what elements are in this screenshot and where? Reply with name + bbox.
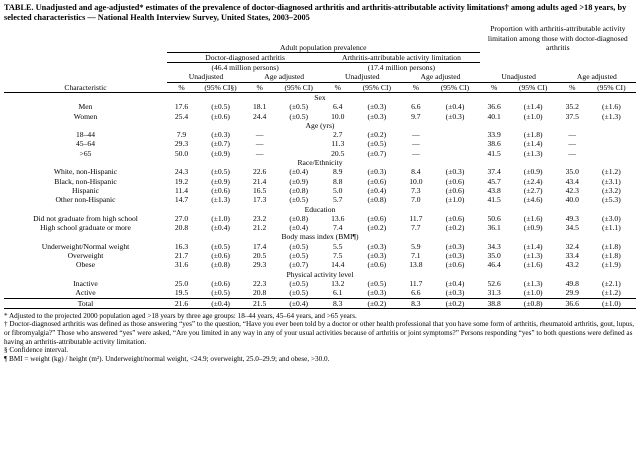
row-label: Overweight [67,251,104,261]
cell-0: 20.8 [174,223,189,233]
header-ci-5: (95% CI) [509,82,558,92]
row-label: Inactive [73,278,98,288]
cell-5: (±0.2) [367,130,387,140]
cell-9: (±1.8) [523,130,543,140]
cell-10: 42.3 [565,185,579,195]
header-sub-aal-n: (17.4 million persons) [367,63,436,73]
cell-9: (±4.6) [523,195,543,205]
cell-9: (±1.6) [523,260,543,270]
cell-10: — [568,139,577,149]
total-cell-4: 8.3 [323,298,352,308]
cell-9: (±1.3) [523,251,543,261]
cell-10: 34.5 [565,223,579,233]
table-row [4,242,636,251]
cell-5: (±0.6) [367,176,387,186]
cell-1: (±0.9) [211,176,230,186]
cell-4: 2.7 [332,130,343,140]
cell-5: (±0.3) [367,241,387,251]
cell-6: 11.7 [409,278,423,288]
header-unadjusted-dd: Unadjusted [167,72,245,82]
cell-4: 6.1 [332,288,343,298]
cell-2: 21.4 [252,176,267,186]
section-title: Physical activity level [286,269,354,279]
row-label: Other non-Hispanic [55,195,116,205]
cell-11: (±1.6) [602,102,621,112]
cell-1: (±0.5) [211,241,230,251]
header-blank-4 [4,72,167,82]
header-pct-1: % [167,82,196,92]
table-row [4,139,636,148]
total-cell-9: (±0.8) [509,298,558,308]
cell-0: 25.4 [174,111,189,121]
cell-1: (±0.3) [211,130,230,140]
row-label: Women [73,111,98,121]
header-ageadjusted-prop: Age adjusted [558,72,636,82]
cell-4: 7.4 [332,223,343,233]
header-ci-2: (95% CI) [274,82,323,92]
cell-11 [587,130,636,139]
cell-11: (±5.3) [602,195,621,205]
header-row-subgroups [4,52,636,62]
row-label: Black, non-Hispanic [54,176,117,186]
table-row [4,251,636,260]
cell-7: (±0.3) [445,288,465,298]
cell-0: 17.6 [174,102,189,112]
cell-3: (±0.5) [289,288,309,298]
footnotes [4,312,636,364]
header-row-units [4,82,636,92]
total-row [4,298,636,308]
cell-9: (±2.7) [523,185,543,195]
cell-9: (±0.9) [523,223,543,233]
cell-6: 7.1 [411,251,421,261]
cell-11: (±3.2) [602,185,621,195]
table-row [4,214,636,223]
total-cell-0: 21.6 [167,298,196,308]
total-cell-7: (±0.2) [430,298,479,308]
cell-4: 6.4 [332,102,343,112]
cell-8: 33.9 [487,130,501,140]
cell-7: (±0.6) [445,185,465,195]
total-cell-5: (±0.2) [352,298,401,308]
cell-11: (±1.2) [602,167,621,177]
cell-2: — [255,148,264,158]
cell-1: (±0.9) [211,148,230,158]
cell-3: (±0.4) [289,223,309,233]
cell-4: 13.6 [331,213,345,223]
cell-11 [587,149,636,158]
cell-6: 8.4 [411,167,421,177]
cell-7: (±0.2) [445,223,465,233]
cell-0: 24.3 [174,167,189,177]
cell-8: 52.6 [487,278,501,288]
cell-0: 31.6 [174,260,189,270]
header-row-groups [4,24,636,52]
cell-1: (±0.6) [211,251,230,261]
page-title: TABLE. Unadjusted and age-adjusted* estimates of the prevalence of doctor-diagnosed arthritis and arthritis-attributable activity limitations† among adults aged >18 years, by selected characteristics — National Health Interview Survey, United States, 2003–2005 [4,3,627,23]
cell-8: 43.8 [487,185,501,195]
cell-11: (±3.0) [602,213,621,223]
cell-11: (±1.2) [602,288,621,298]
cell-3: (±0.5) [289,251,309,261]
cell-7: (±1.0) [445,195,465,205]
cell-2: 18.1 [252,102,267,112]
cell-9: (±1.4) [523,102,543,112]
cell-1: (±1.0) [211,213,230,223]
cell-10: 37.5 [565,111,579,121]
cell-11: (±2.1) [602,278,621,288]
total-cell-6: 8.3 [401,298,430,308]
total-cell-11: (±1.0) [587,298,636,308]
bottom-rule-row [4,308,636,310]
cell-0: 14.7 [174,195,189,205]
cell-9: (±0.9) [523,167,543,177]
header-group-proportion-cont2 [480,63,636,73]
cell-6: 6.6 [411,288,421,298]
section-header-row [4,232,636,241]
table-row [4,167,636,176]
cell-3: (±0.5) [289,241,309,251]
header-pct-3: % [323,82,352,92]
cell-5: (±0.7) [367,148,387,158]
table-row [4,102,636,111]
cell-3: (±0.5) [289,102,309,112]
cell-8: 37.4 [487,167,501,177]
table-row [4,112,636,121]
cell-10: 35.0 [565,167,579,177]
section-title: Race/Ethnicity [297,158,343,168]
cell-4: 5.7 [332,195,343,205]
cell-7 [430,130,479,139]
cell-2: 17.4 [252,241,267,251]
cell-2: 16.5 [252,185,267,195]
cell-2: — [255,139,264,149]
cell-8: 41.5 [487,195,501,205]
cell-8: 40.1 [487,111,501,121]
cell-5: (±0.5) [367,278,387,288]
cell-5: (±0.6) [367,260,387,270]
cell-3: (±0.5) [289,111,309,121]
cell-6: 5.9 [411,241,421,251]
cell-2: 21.2 [252,223,267,233]
table-row [4,288,636,298]
cell-8: 38.6 [487,139,501,149]
cell-11 [587,139,636,148]
row-label: Obese [76,260,95,270]
footnote-2: § Confidence interval. [4,346,69,355]
cell-2: 23.2 [252,213,267,223]
cell-0: 19.2 [174,176,189,186]
header-characteristic: Characteristic [4,82,167,92]
cell-0: 25.0 [174,278,189,288]
cell-8: 36.6 [487,102,501,112]
header-ci-6: (95% CI) [587,82,636,92]
cell-6: 13.8 [409,260,423,270]
cell-4: 7.5 [332,251,343,261]
cell-5: (±0.3) [367,288,387,298]
header-unadjusted-prop: Unadjusted [480,72,558,82]
cell-4: 5.0 [332,185,343,195]
footnote-0: * Adjusted to the projected 2000 population aged >18 years by three age groups: 18–44 years, 45–64 years, and >65 years. [4,311,357,320]
header-blank-3 [4,63,167,73]
cell-6: 6.6 [411,102,421,112]
cell-0: 7.9 [176,130,187,140]
cell-2: 22.6 [252,167,267,177]
cell-4: 20.5 [331,148,345,158]
cell-4: 10.0 [331,111,345,121]
cell-4: 8.8 [332,176,343,186]
cell-11: (±1.8) [602,251,621,261]
cell-11: (±1.9) [602,260,621,270]
table-row [4,279,636,288]
row-label: Hispanic [71,185,99,195]
cell-5: (±0.4) [367,185,387,195]
cell-7: (±0.3) [445,111,465,121]
cell-1: (±0.6) [211,278,230,288]
table-row [4,223,636,232]
cell-1: (±0.8) [211,260,230,270]
header-group-adult: Adult population prevalence [167,24,480,52]
header-unadjusted-aal: Unadjusted [323,72,401,82]
cell-9: (±1.3) [523,148,543,158]
section-title: Body mass index (BMI¶) [281,232,359,242]
cell-9: (±1.0) [523,288,543,298]
cell-8: 50.6 [487,213,501,223]
cell-10: 32.4 [565,241,579,251]
cell-1: (±0.4) [211,223,230,233]
cell-7: (±0.3) [445,167,465,177]
cell-11: (±1.3) [602,111,621,121]
cell-2: 20.8 [252,288,267,298]
cell-6: — [412,148,420,158]
header-blank-2 [4,52,167,62]
cell-5: (±0.3) [367,111,387,121]
cell-5: (±0.3) [367,102,387,112]
cell-1: (±0.5) [211,167,230,177]
cell-10: — [568,148,577,158]
row-label: Men [78,102,93,112]
cell-11: (±1.1) [602,223,621,233]
cell-10: — [568,130,577,140]
cell-7: (±0.4) [445,278,465,288]
cell-9: (±1.4) [523,139,543,149]
cell-6: 9.7 [411,111,421,121]
cell-2: 17.3 [252,195,267,205]
cell-0: 50.0 [174,148,189,158]
cell-7: (±0.4) [445,102,465,112]
cell-8: 45.7 [487,176,501,186]
header-sub-aal: Arthritis-attributable activity limitation [323,52,479,62]
cell-5: (±0.3) [367,167,387,177]
cell-7 [430,139,479,148]
cell-8: 36.1 [487,223,501,233]
cell-9: (±1.3) [523,278,543,288]
header-group-proportion: Proportion with arthritis-attributable activity limitation among those with doctor-diagnosed arthritis [487,24,628,52]
cell-11: (±3.1) [602,176,621,186]
cell-10: 35.2 [565,102,579,112]
cell-2: 20.5 [252,251,267,261]
header-ci-1: (95% CI§) [196,82,245,92]
section-title: Age (yrs) [305,120,335,130]
cell-3 [274,139,323,148]
cell-5: (±0.3) [367,251,387,261]
header-sub-dd: Doctor-diagnosed arthritis [167,52,323,62]
cell-2: — [255,130,264,140]
cell-7: (±0.3) [445,241,465,251]
header-row-adjust [4,72,636,82]
cell-7 [430,149,479,158]
header-sub-dd-n: (46.4 million persons) [211,63,279,73]
cell-5: (±0.6) [367,213,387,223]
cell-5: (±0.8) [367,195,387,205]
row-label: High school graduate or more [40,223,131,233]
table-row [4,260,636,269]
row-label: Did not graduate from high school [33,213,138,223]
cell-6: 10.0 [409,176,423,186]
header-ci-4: (95% CI) [430,82,479,92]
table-row [4,130,636,139]
cell-10: 43.4 [565,176,579,186]
header-pct-2: % [245,82,274,92]
cell-9: (±1.4) [523,241,543,251]
row-label: >65 [79,148,92,158]
cell-10: 40.0 [565,195,579,205]
section-title: Sex [314,92,326,102]
cell-3 [274,130,323,139]
header-ageadjusted-dd: Age adjusted [245,72,323,82]
cell-1: (±0.7) [211,139,230,149]
cell-6: 7.3 [411,185,421,195]
cell-9: (±2.4) [523,176,543,186]
cell-5: (±0.2) [367,223,387,233]
cell-10: 33.4 [565,251,579,261]
data-table [4,24,636,309]
cell-7: (±0.6) [445,260,465,270]
cell-7: (±0.3) [445,251,465,261]
total-cell-1: (±0.4) [196,298,245,308]
section-title: Education [304,204,336,214]
footnote-3: ¶ BMI = weight (kg) / height (m²). Underweight/normal weight, <24.9; overweight, 25.0–29.9; and obese, >30.0. [4,354,330,363]
header-ageadjusted-aal: Age adjusted [401,72,479,82]
cell-8: 41.5 [487,148,501,158]
header-row-subgroup-n [4,63,636,73]
header-pct-4: % [401,82,430,92]
cell-2: 22.3 [252,278,267,288]
cell-3: (±0.7) [289,260,309,270]
header-blank [4,24,167,52]
cell-4: 5.5 [332,241,343,251]
table-row [4,177,636,186]
cell-3 [274,149,323,158]
cell-10: 49.3 [565,213,579,223]
cell-2: 24.4 [252,111,267,121]
cell-4: 13.2 [331,278,345,288]
header-ci-3: (95% CI) [352,82,401,92]
total-label: Total [4,298,167,308]
cell-1: (±0.6) [211,111,230,121]
cell-3: (±0.9) [289,176,309,186]
cell-7: (±0.6) [445,213,465,223]
cell-10: 29.9 [565,288,579,298]
cell-0: 11.4 [174,185,188,195]
cell-6: 7.0 [411,195,421,205]
cell-4: 11.3 [331,139,345,149]
cell-6: 7.7 [411,223,421,233]
table-row [4,186,636,195]
cell-0: 19.5 [174,288,189,298]
table-body [4,92,636,309]
cell-8: 46.4 [487,260,501,270]
cell-6: 11.7 [409,213,423,223]
cell-8: 31.3 [487,288,501,298]
row-label: White, non-Hispanic [53,167,118,177]
row-label: Active [75,288,96,298]
cell-10: 43.2 [565,260,579,270]
cell-3: (±0.4) [289,167,309,177]
section-header-row [4,92,636,102]
row-label: 18–44 [76,130,95,140]
cell-8: 35.0 [487,251,501,261]
cell-1: (±0.6) [211,185,230,195]
header-group-proportion-cont [480,52,636,62]
cell-4: 14.4 [331,260,345,270]
row-label: Underweight/Normal weight [41,241,130,251]
cell-7: (±0.6) [445,176,465,186]
cell-9: (±1.0) [523,111,543,121]
cell-4: 8.9 [332,167,343,177]
section-header-row [4,121,636,130]
table-row [4,149,636,158]
footnote-1: † Doctor-diagnosed arthritis was defined as those answering “yes” to the question, “Have you ever been told by a doctor or other health professional that you have some form of arthritis, rheumatoid arthritis, gout, lupus, or fibromyalgia?” Those who answered “yes” were asked, “Are you limited in any way in any of your usual activities because of arthritis or joint symptoms?” Persons responding “yes” to both questions were defined as having an arthritis-attributable activity limitation. [4,320,634,346]
cell-6: — [412,130,420,140]
total-cell-10: 36.6 [558,298,587,308]
header-pct-5: % [480,82,509,92]
cell-3: (±0.5) [289,278,309,288]
cell-10: 49.8 [565,278,579,288]
cell-1: (±1.3) [211,195,230,205]
header-pct-6: % [558,82,587,92]
cell-3: (±0.8) [289,185,309,195]
cell-0: 29.3 [174,139,189,149]
section-header-row [4,158,636,167]
cell-3: (±0.8) [289,213,309,223]
total-cell-8: 38.8 [480,298,509,308]
total-cell-3: (±0.4) [274,298,323,308]
cell-6: — [412,139,420,149]
table-row [4,195,636,204]
row-label: 45–64 [76,139,95,149]
cell-11: (±1.8) [602,241,621,251]
cell-1: (±0.5) [211,288,230,298]
cell-5: (±0.5) [367,139,387,149]
cell-8: 34.3 [487,241,501,251]
cell-3: (±0.5) [289,195,309,205]
section-header-row [4,270,636,279]
cell-0: 27.0 [174,213,189,223]
cell-1: (±0.5) [211,102,230,112]
section-header-row [4,205,636,214]
cell-0: 16.3 [174,241,189,251]
total-cell-2: 21.5 [245,298,274,308]
cell-2: 29.3 [252,260,267,270]
cell-0: 21.7 [174,251,189,261]
cell-9: (±1.6) [523,213,543,223]
